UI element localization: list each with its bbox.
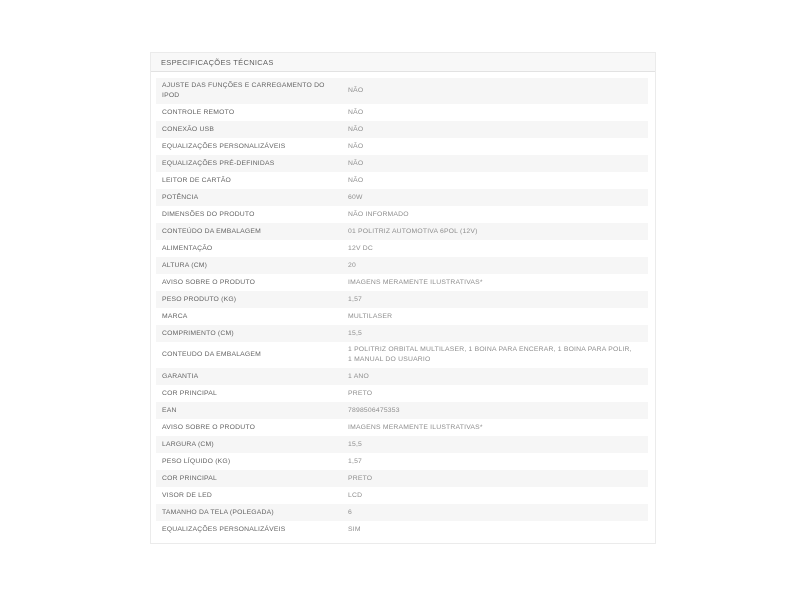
spec-value: 6 [348,508,352,516]
spec-label: CONEXÃO USB [162,125,215,133]
spec-value: SIM [348,525,361,533]
spec-label: AVISO SOBRE O PRODUTO [162,423,256,431]
spec-value: IMAGENS MERAMENTE ILUSTRATIVAS* [348,423,483,431]
spec-row [156,325,648,342]
spec-label: EAN [162,406,177,414]
spec-value: IMAGENS MERAMENTE ILUSTRATIVAS* [348,278,483,286]
spec-label: DIMENSÕES DO PRODUTO [162,210,255,218]
spec-row [156,189,648,206]
spec-table [151,72,655,543]
technical-specifications-panel [150,52,656,544]
spec-row [156,419,648,436]
spec-value: PRETO [348,474,373,482]
spec-value: 15,5 [348,329,363,337]
spec-row [156,487,648,504]
spec-label: TAMANHO DA TELA (POLEGADA) [162,508,274,516]
spec-label: LARGURA (CM) [162,440,214,448]
spec-value: NÃO [348,125,364,133]
spec-row [156,138,648,155]
spec-row [156,402,648,419]
spec-value: 12V DC [348,244,373,252]
spec-label: COMPRIMENTO (CM) [162,329,234,337]
spec-row [156,257,648,274]
spec-value: 7898506475353 [348,406,400,414]
spec-label: POTÊNCIA [162,193,199,201]
spec-row [156,78,648,104]
spec-value: NÃO [348,108,364,116]
spec-label: ALTURA (CM) [162,261,208,269]
spec-label: ALIMENTAÇÃO [162,244,213,252]
spec-label: CONTEUDO DA EMBALAGEM [162,351,261,358]
spec-value: NÃO INFORMADO [348,210,409,218]
spec-value: MULTILASER [348,312,393,320]
spec-label: CONTEÚDO DA EMBALAGEM [162,227,261,235]
spec-label: AVISO SOBRE O PRODUTO [162,278,256,286]
spec-value: LCD [348,491,363,499]
spec-row [156,453,648,470]
spec-value: NÃO [348,87,364,94]
spec-label: COR PRINCIPAL [162,389,217,397]
spec-value: 15,5 [348,440,363,448]
spec-row [156,104,648,121]
spec-row [156,121,648,138]
spec-label: LEITOR DE CARTÃO [162,176,232,184]
spec-row [156,470,648,487]
spec-label: EQUALIZAÇÕES PERSONALIZÁVEIS [162,142,286,150]
spec-value: 1,57 [348,457,363,465]
spec-label: EQUALIZAÇÕES PRÉ-DEFINIDAS [162,159,275,167]
spec-label: VISOR DE LED [162,491,212,499]
spec-row [156,368,648,385]
spec-row [156,155,648,172]
spec-label: MARCA [162,312,188,320]
spec-value: PRETO [348,389,373,397]
spec-label: CONTROLE REMOTO [162,108,235,116]
spec-value: 1 POLITRIZ ORBITAL MULTILASER, 1 BOINA PARA ENCERAR, 1 BOINA PARA POLIR, 1 MANUAL DO USUARIO [348,346,632,363]
spec-row [156,240,648,257]
spec-value: 1,57 [348,295,363,303]
spec-label: EQUALIZAÇÕES PERSONALIZÁVEIS [162,525,286,533]
spec-row [156,308,648,325]
spec-row [156,223,648,240]
spec-label: PESO LÍQUIDO (KG) [162,457,231,465]
spec-value: 01 POLITRIZ AUTOMOTIVA 6POL (12V) [348,227,478,235]
spec-label: COR PRINCIPAL [162,474,217,482]
spec-label: AJUSTE DAS FUNÇÕES E CARREGAMENTO DO IPOD [162,82,325,99]
spec-row [156,172,648,189]
spec-value: 20 [348,261,356,269]
spec-row [156,436,648,453]
spec-value: NÃO [348,159,364,167]
spec-value: NÃO [348,142,364,150]
spec-row [156,385,648,402]
spec-row [156,504,648,521]
panel-title: ESPECIFICAÇÕES TÉCNICAS [151,53,655,72]
spec-value: 1 ANO [348,372,370,380]
spec-value: NÃO [348,176,364,184]
spec-row [156,291,648,308]
spec-row [156,206,648,223]
spec-row [156,274,648,291]
spec-row [156,342,648,368]
spec-label: PESO PRODUTO (KG) [162,295,237,303]
spec-label: GARANTIA [162,372,199,380]
spec-value: 60W [348,193,363,201]
spec-row [156,521,648,538]
